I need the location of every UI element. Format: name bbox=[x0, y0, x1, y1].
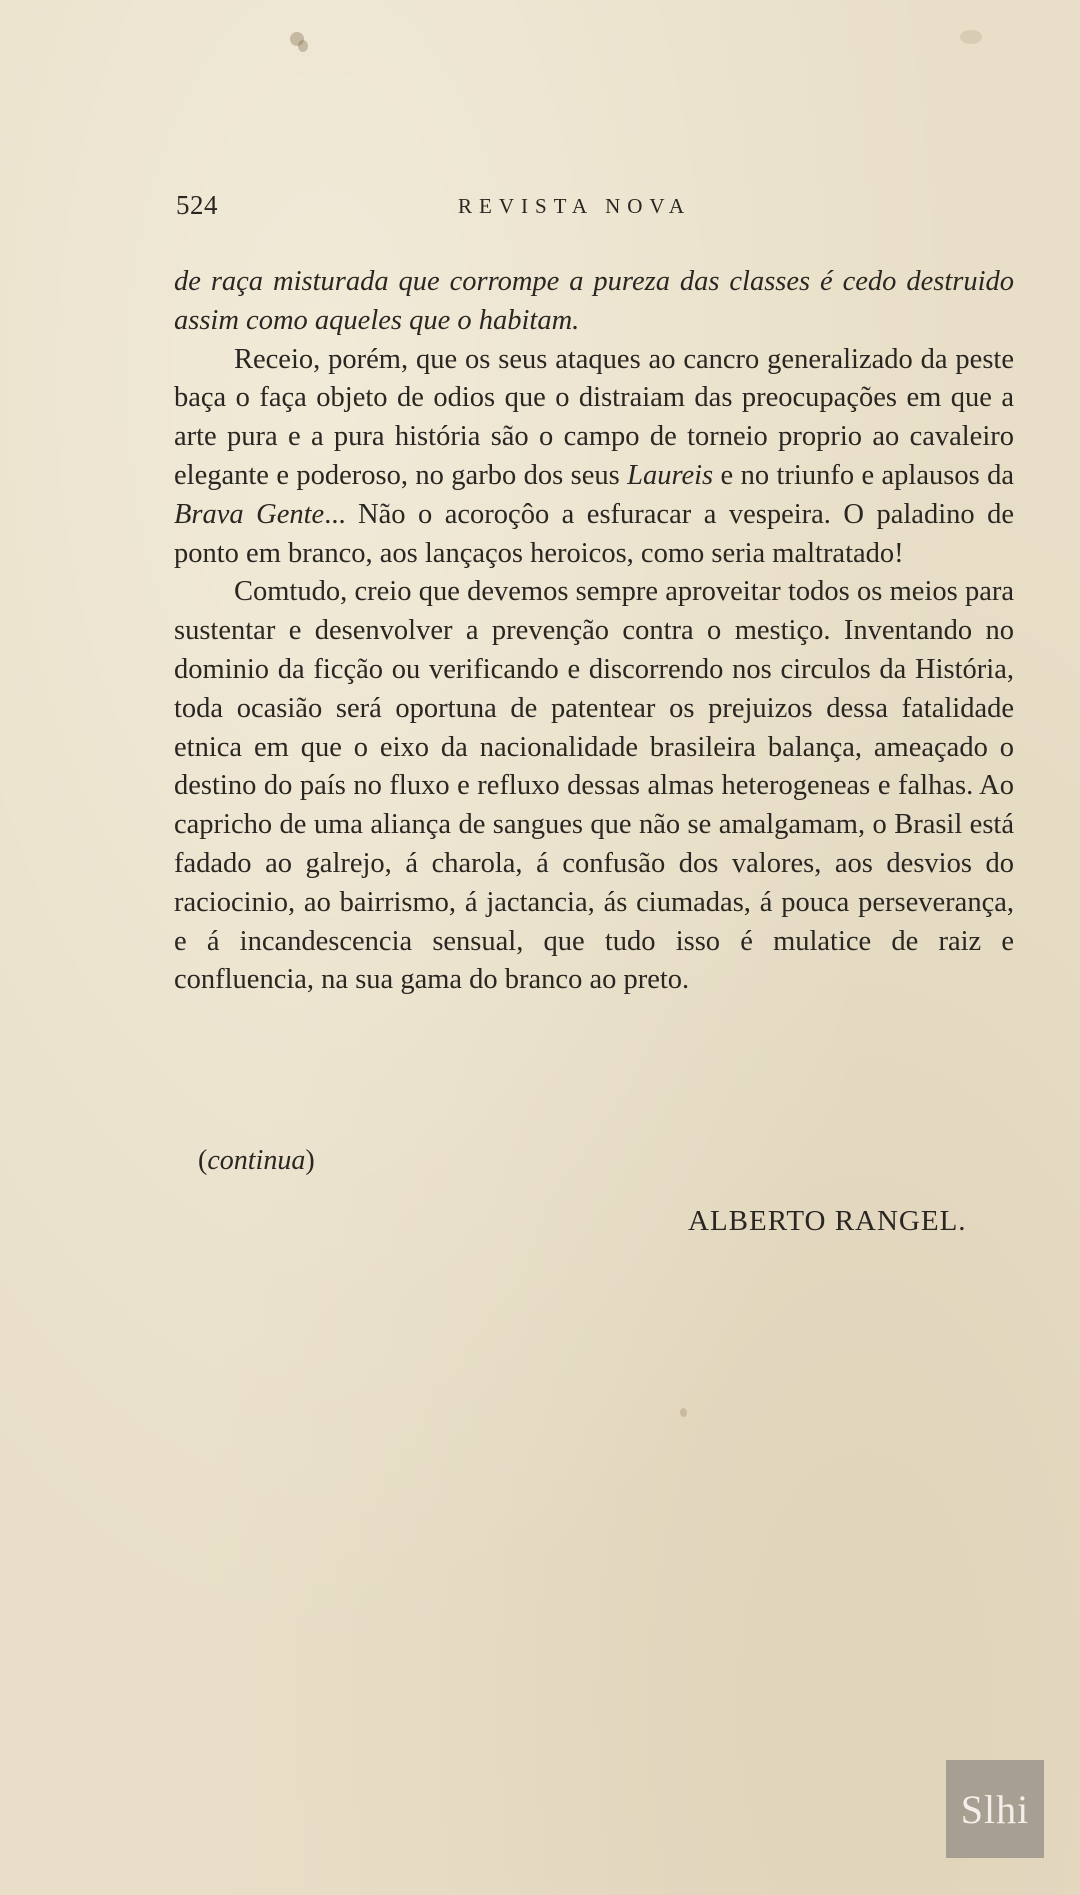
paragraph bbox=[174, 341, 1014, 574]
paragraph-text: e no triunfo e aplausos da bbox=[720, 459, 1014, 491]
paragraph: Comtudo, creio que devemos sempre aproveitar todos os meios para sustentar e desenvolver a prevenção contra o mestiço. Inventando no dominio da ficção ou verificando e discorrendo nos circulos da História, toda ocasião será oportuna de patentear os prejuizos dessa fatalidade etnica em que o eixo da nacionalidade brasileira balança, ameaçado o destino do país no fluxo e refluxo dessas almas heterogeneas e falhas. Ao capricho de uma aliança de sangues que não se amalgamam, o Brasil está fadado ao galrejo, á charola, á confusão dos valores, aos desvios do raciocinio, ao bairrismo, á jactancia, ás ciumadas, á pouca perseverança, e á incandescencia sensual, que tudo isso é mulatice de raiz e confluencia, na sua gama do branco ao preto. bbox=[174, 576, 1014, 996]
paragraph-text: ... Não o acoroçôo a esfuracar a vespeira. O paladino de ponto em branco, aos lançaços heroicos, como seria maltratado! bbox=[174, 498, 1014, 569]
italic-title-brava-gente: Brava Gente bbox=[174, 498, 325, 530]
author-signature: ALBERTO RANGEL. bbox=[688, 1205, 967, 1237]
journal-title: REVISTA NOVA bbox=[458, 194, 692, 218]
paper-blemish bbox=[960, 30, 982, 44]
continua-word: continua bbox=[207, 1145, 306, 1176]
continua-note bbox=[198, 1145, 315, 1177]
paragraph-text: Receio, porém, que os seus ataques ao cancro generalizado da peste baça o faça objeto de odios que o distraiam das preocupações em que a arte pura e a pura história são o campo de torneio proprio ao cavaleiro elegante e poderoso, no garbo dos seus bbox=[174, 343, 1014, 491]
italic-lead-paragraph: de raça misturada que corrompe a pureza das classes é cedo destruido assim como aqueles que o habitam. bbox=[174, 266, 1014, 336]
library-logo: Slhi bbox=[946, 1760, 1044, 1858]
paren-close: ) bbox=[305, 1145, 315, 1176]
italic-title-laureis: Laureis bbox=[627, 459, 714, 491]
paren-open: ( bbox=[198, 1145, 208, 1176]
article-body bbox=[174, 263, 1014, 1000]
running-head bbox=[176, 190, 1016, 230]
paper-blemish bbox=[298, 40, 308, 52]
paper-blemish bbox=[680, 1408, 687, 1417]
page-number: 524 bbox=[176, 190, 218, 220]
